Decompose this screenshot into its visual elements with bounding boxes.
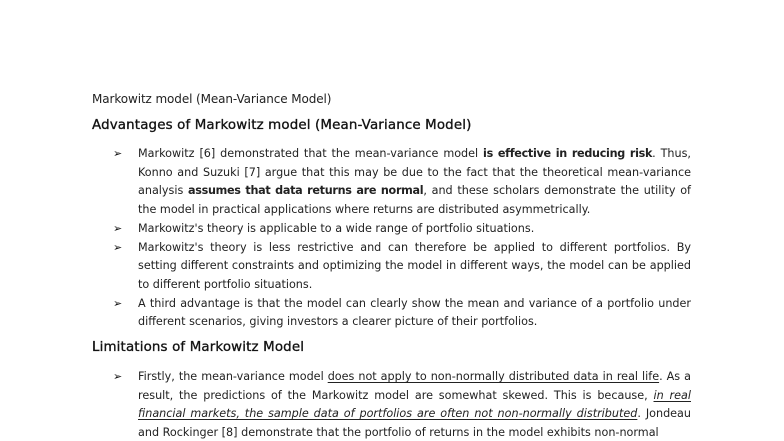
item-text: Firstly, the mean-variance model [138,370,328,383]
item-text: Markowitz's theory is less restrictive and can therefore be applied to different portfolios. By setting different constraints and optimizing the model in different ways, the model can be applied to different portfolio situations. [138,240,691,291]
item-text: . Jondeau and Rockinger [8] demonstrate that the portfolio of returns in the model exhibits non-normal [138,407,691,440]
limitations-heading: Limitations of Markowitz Model [92,340,305,355]
list-item [113,368,691,441]
list-item [113,145,691,220]
item-text: , and these scholars demonstrate the utility of the model in practical applications where returns are distributed asymmetrically. [138,184,691,217]
item-text: . Thus, Konno and Suzuki [7] argue that this may be due to the fact that the theoretical mean-variance analysis [138,147,691,198]
list-item [113,295,691,332]
list-item [113,239,691,295]
emphasis-text: assumes that data returns are normal [188,184,424,198]
arrow-bullet-icon: ➢ [113,370,123,383]
underlined-italic-text: in real financial markets, the sample data of portfolios are often not non-normally distributed [138,388,691,421]
item-text: A third advantage is that the model can clearly show the mean and variance of a portfolio under different scenarios, giving investors a clearer picture of their portfolios. [138,296,691,329]
document-label: Markowitz model (Mean-Variance Model) [92,92,332,106]
arrow-bullet-icon: ➢ [113,240,123,254]
advantages-heading: Advantages of Markowitz model (Mean-Variance Model) [92,118,472,133]
arrow-bullet-icon: ➢ [113,221,123,235]
list-item [113,220,691,239]
emphasis-text: is effective in reducing risk [483,147,653,160]
item-text: Markowitz [6] demonstrated that the mean-variance model [138,147,484,160]
limitations-list [113,368,691,441]
arrow-bullet-icon: ➢ [113,296,123,310]
item-text: Markowitz's theory is applicable to a wide range of portfolio situations. [138,221,535,235]
underlined-text: does not apply to non-normally distributed data in real life [327,370,660,383]
advantages-list [113,145,691,332]
arrow-bullet-icon: ➢ [113,147,123,160]
item-text: . As a result, the predictions of the Markowitz model are somewhat skewed. This is because, [138,370,691,402]
